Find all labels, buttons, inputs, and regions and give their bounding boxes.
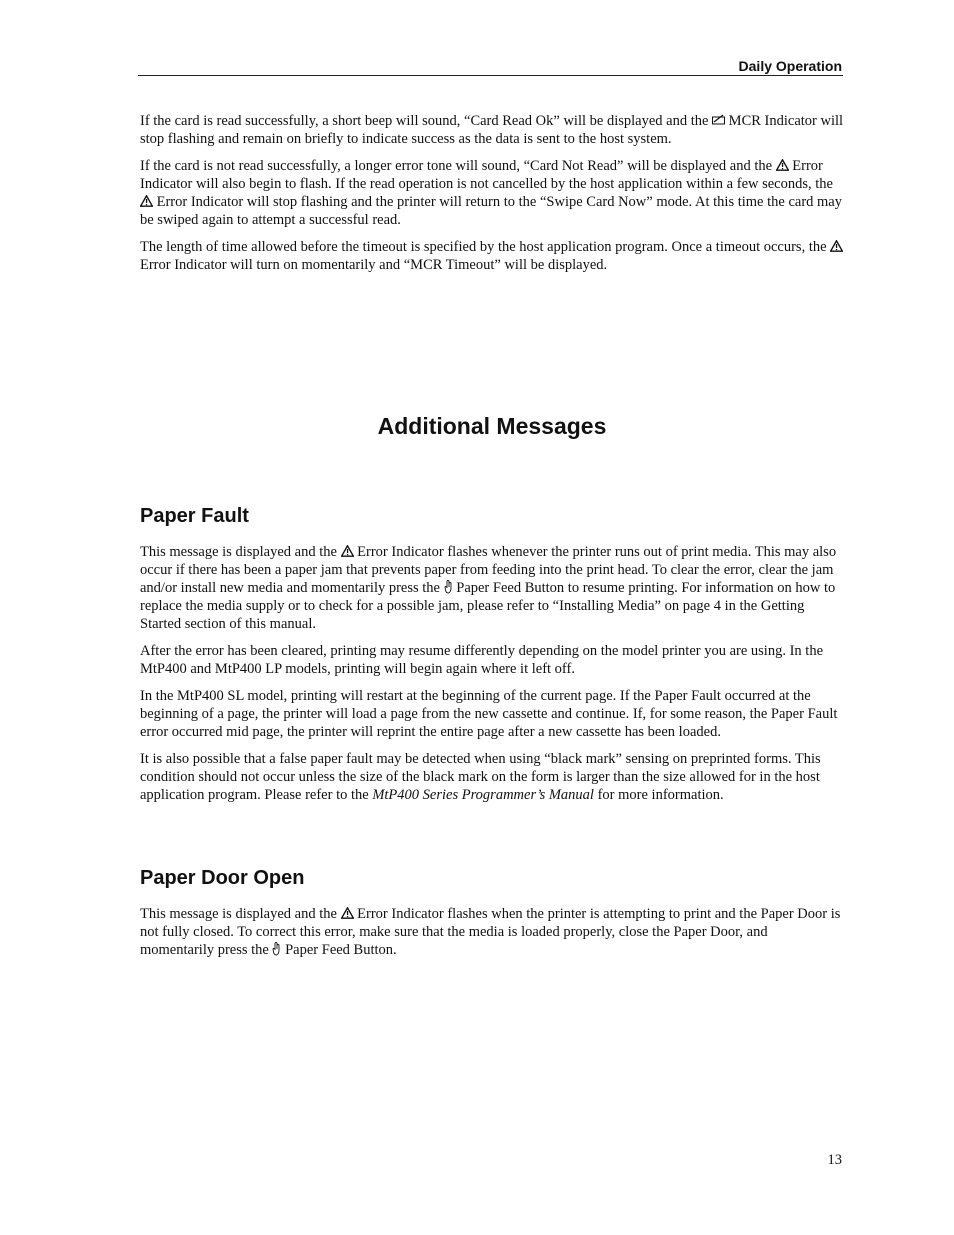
- text-run: This message is displayed and the: [140, 906, 341, 922]
- spacer: [140, 891, 844, 905]
- intro-paragraph-1: [140, 112, 844, 148]
- paper-fault-title: Paper Fault: [140, 505, 249, 527]
- paper-door-title: Paper Door Open: [140, 867, 305, 889]
- paper-feed-hand-icon: [444, 580, 453, 594]
- text-run: Error Indicator will turn on momentarily and “MCR Timeout” will be displayed.: [140, 257, 608, 273]
- text-run: Paper Feed Button to resume printing. For information on how to replace the media supply or to check for a possible jam, please refer to “Installing Media” on page 4 in the Getting Started section of this manual.: [140, 580, 836, 632]
- warning-triangle-icon: [341, 545, 354, 557]
- text-run: Error Indicator will stop flashing and the printer will return to the “Swipe Card Now” mode. At this time the card may be swiped again to attempt a successful read.: [140, 194, 842, 228]
- text-run: This message is displayed and the: [140, 544, 341, 560]
- paper-door-paragraph-1: [140, 905, 844, 959]
- spacer: [140, 813, 844, 865]
- text-run: It is also possible that a false paper fault may be detected when using “black mark” sensing on preprinted forms. This condition should not occur unless the size of the black mark on the form is larger than the size allowed for in the host application program. Please refer to the: [140, 751, 821, 803]
- page-content: [140, 112, 844, 968]
- warning-triangle-icon: [776, 159, 789, 171]
- text-run: Error Indicator flashes when the printer is attempting to print and the Paper Door is not fully closed. To correct this error, make sure that the media is loaded properly, close the Paper Door, and momentarily press the: [140, 906, 841, 958]
- warning-triangle-icon: [830, 240, 843, 252]
- section-title: Additional Messages: [377, 413, 607, 439]
- paper-fault-paragraph-3: In the MtP400 SL model, printing will restart at the beginning of the current page. If the Paper Fault occurred at the beginning of a page, the printer will load a page from the new cassette and continue. If, for some reason, the Paper Fault error occurred mid page, the printer will reprint the entire page after a new cassette has been loaded.: [140, 688, 838, 740]
- header-title: Daily Operation: [738, 58, 842, 74]
- text-run: If the card is not read successfully, a longer error tone will sound, “Card Not Read” will be displayed and the: [140, 158, 776, 174]
- spacer: [140, 441, 844, 503]
- intro-paragraph-3: [140, 238, 844, 274]
- paper-fault-paragraph-2: After the error has been cleared, printing may resume differently depending on the model printer you are using. In the MtP400 and MtP400 LP models, printing will begin again where it left off.: [140, 643, 824, 677]
- text-run: for more information.: [593, 787, 724, 803]
- paper-fault-paragraph-1: [140, 543, 844, 633]
- card-swipe-icon: [712, 114, 725, 126]
- page-number: 13: [827, 1152, 842, 1168]
- intro-paragraph-2: [140, 157, 844, 229]
- manual-title: MtP400 Series Programmer’s Manual: [372, 787, 594, 803]
- spacer: [140, 283, 844, 411]
- page-header: [138, 57, 843, 76]
- text-run: Paper Feed Button.: [281, 942, 397, 958]
- text-run: If the card is read successfully, a short beep will sound, “Card Read Ok” will be displayed and the: [140, 113, 713, 129]
- text-run: The length of time allowed before the timeout is specified by the host application program. Once a timeout occurs, the: [140, 239, 831, 255]
- spacer: [140, 529, 844, 543]
- text-run: Error Indicator will also begin to flash. If the read operation is not cancelled by the host application within a few seconds, the: [140, 158, 833, 192]
- text-run: MCR Indicator will stop flashing and remain on briefly to indicate success as the data is sent to the host system.: [140, 113, 844, 147]
- warning-triangle-icon: [341, 907, 354, 919]
- warning-triangle-icon: [140, 195, 153, 207]
- text-run: Error Indicator flashes whenever the printer runs out of print media. This may also occur if there has been a paper jam that prevents paper from feeding into the print head. To clear the error, clear the jam and/or install new media and momentarily press the: [140, 544, 837, 596]
- paper-fault-paragraph-4: [140, 750, 844, 804]
